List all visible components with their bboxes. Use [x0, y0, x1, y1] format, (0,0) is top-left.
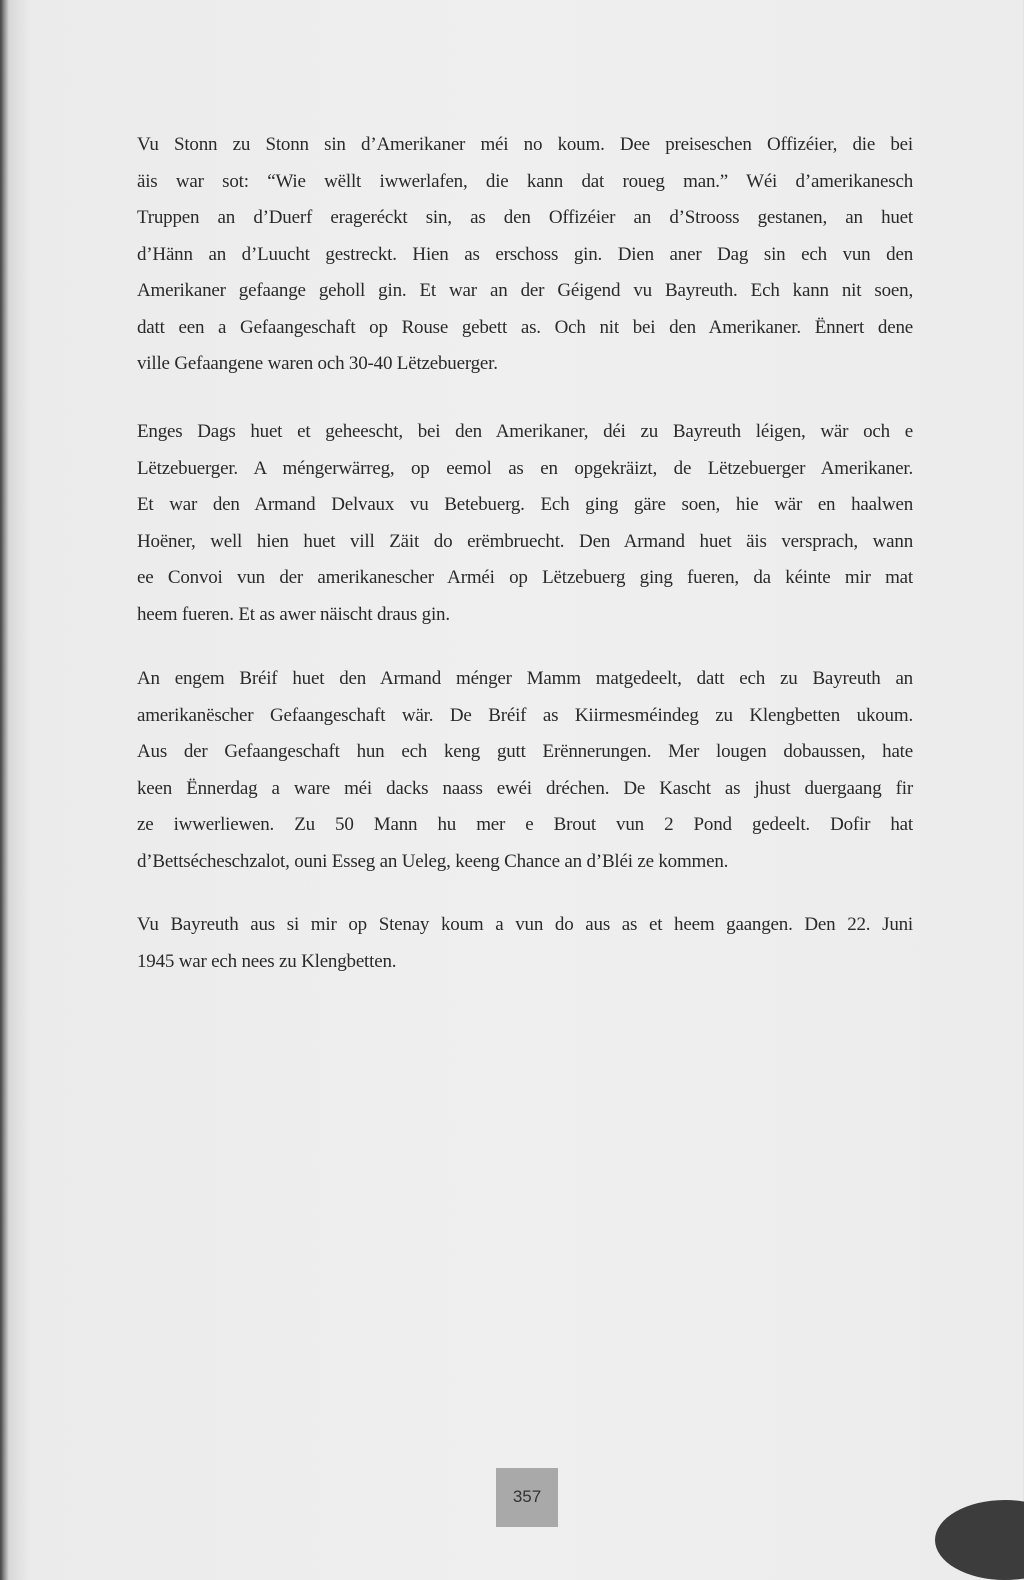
paragraph-3: [137, 661, 913, 880]
text-line: keen Ënnerdag a ware méi dacks naass ewéi dréchen. De Kascht as jhust duergaang fir: [137, 777, 913, 799]
text-line: ville Gefaangene waren och 30-40 Lëtzebuerger.: [137, 353, 498, 374]
text-line: Vu Bayreuth aus si mir op Stenay koum a vun do aus as et heem gaangen. Den 22. Juni: [137, 914, 913, 935]
paragraph-2: [137, 414, 913, 633]
paragraph-1: [137, 127, 913, 383]
text-line: äis war sot: “Wie wëllt iwwerlafen, die kann dat roueg man.” Wéi d’amerikanesch: [137, 170, 913, 192]
text-line: Lëtzebuerger. A méngerwärreg, op eemol as en opgekräizt, de Lëtzebuerger Amerikaner.: [137, 457, 913, 479]
page-number: 357: [496, 1468, 558, 1527]
text-line: 1945 war ech nees zu Klengbetten.: [137, 950, 397, 972]
paragraph-4: [137, 907, 913, 980]
text-line: Et war den Armand Delvaux vu Betebuerg. Ech ging gäre soen, hie wär en haalwen: [137, 494, 913, 515]
text-line: heem fueren. Et as awer näischt draus gin.: [137, 603, 450, 625]
text-line: ee Convoi vun der amerikanescher Arméi op Lëtzebuerg ging fueren, da kéinte mir mat: [137, 567, 913, 588]
text-line: Truppen an d’Duerf erageréckt sin, as den Offizéier an d’Strooss gestanen, an huet: [137, 207, 913, 228]
text-line: d’Hänn an d’Luucht gestreckt. Hien as erschoss gin. Dien aner Dag sin ech vun den: [137, 243, 913, 265]
text-line: Hoëner, well hien huet vill Zäit do erëmbruecht. Den Armand huet äis versprach, wann: [137, 530, 913, 552]
text-line: Aus der Gefaangeschaft hun ech keng gutt Erënnerungen. Mer lougen dobaussen, hate: [137, 741, 913, 762]
text-line: ze iwwerliewen. Zu 50 Mann hu mer e Brout vun 2 Pond gedeelt. Dofir hat: [137, 814, 913, 835]
text-line: d’Bettsécheschzalot, ouni Esseg an Ueleg, keeng Chance an d’Bléi ze kommen.: [137, 850, 729, 872]
text-line: datt een a Gefaangeschaft op Rouse gebett as. Och nit bei den Amerikaner. Ënnert dene: [137, 316, 913, 338]
text-line: An engem Bréif huet den Armand ménger Mamm matgedeelt, datt ech zu Bayreuth an: [137, 668, 913, 689]
text-line: Enges Dags huet et geheescht, bei den Amerikaner, déi zu Bayreuth léigen, wär och e: [137, 421, 913, 442]
text-line: Vu Stonn zu Stonn sin d’Amerikaner méi no koum. Dee preiseschen Offizéier, die bei: [137, 134, 913, 155]
text-line: amerikanëscher Gefaangeschaft wär. De Bréif as Kiirmesméindeg zu Klengbetten ukoum.: [137, 704, 913, 726]
text-line: Amerikaner gefaange geholl gin. Et war an der Géigend vu Bayreuth. Ech kann nit soen,: [137, 280, 913, 301]
thumb-shadow: [935, 1500, 1024, 1580]
